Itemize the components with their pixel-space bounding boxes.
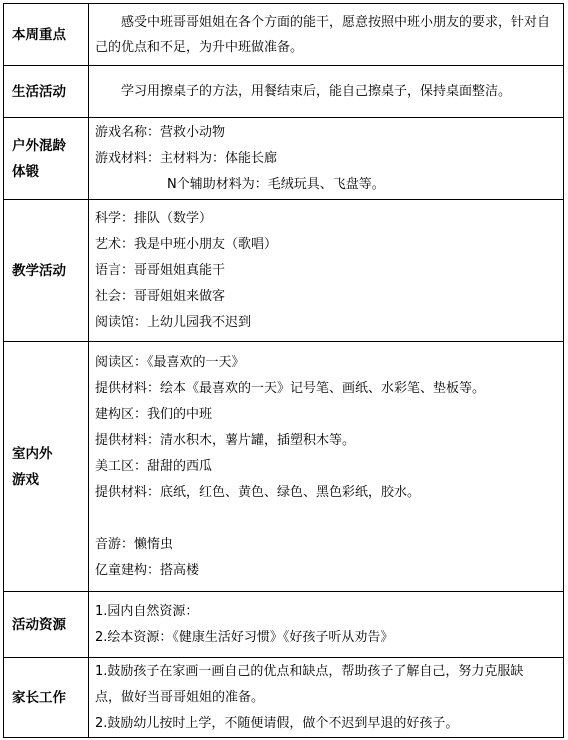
indoor-line: 提供材料：清水积木，薯片罐，插塑积木等。: [95, 432, 356, 448]
parents-line: 1.鼓励孩子在家画一画自己的优点和缺点，帮助孩子了解自己，努力克服缺: [95, 663, 524, 679]
resources-line: 2.绘本资源：《健康生活好习惯》《好孩子听从劝告》: [95, 629, 394, 645]
indoor-line: 美工区：甜甜的西瓜: [95, 458, 213, 474]
outdoor-label-line2: 体锻: [12, 163, 39, 180]
row-content-resources: [89, 592, 564, 658]
row-life: [4, 66, 564, 118]
teaching-line: 语言：哥哥姐姐真能干: [95, 262, 226, 278]
teaching-line: 社会：哥哥姐姐来做客: [95, 288, 226, 304]
life-text: 学习用擦桌子的方法，用餐结束后，能自己擦桌子，保持桌面整洁。: [121, 83, 512, 99]
row-label-resources: 活动资源: [4, 592, 89, 658]
teaching-line: 阅读馆：上幼儿园我不迟到: [95, 314, 252, 330]
row-indoor: [4, 342, 564, 592]
weekly-plan-table: [3, 3, 564, 738]
indoor-label-line1: 室内外: [12, 445, 53, 462]
outdoor-label-line1: 户外混龄: [12, 137, 66, 154]
row-label-outdoor: [4, 118, 89, 200]
outdoor-line: 游戏名称：营救小动物: [95, 124, 226, 140]
indoor-line: 提供材料：底纸，红色、黄色、绿色、黑色彩纸，胶水。: [95, 484, 421, 500]
row-label-parents: 家长工作: [4, 658, 89, 738]
resources-line: 1.园内自然资源：: [95, 603, 199, 619]
indoor-line: 亿童建构：搭高楼: [95, 562, 200, 578]
indoor-line: 阅读区：《最喜欢的一天》: [95, 354, 245, 370]
teaching-line: 艺术：我是中班小朋友（歌唱）: [95, 236, 278, 252]
row-resources: [4, 592, 564, 658]
indoor-line: 音游：懒惰虫: [95, 536, 174, 552]
outdoor-line: 游戏材料：主材料为：体能长廊: [95, 150, 278, 166]
row-teaching: [4, 200, 564, 342]
focus-text: 感受中班哥哥姐姐在各个方面的能干，愿意按照中班小朋友的要求，针对自己的优点和不足，为升中班做准备。: [95, 14, 551, 55]
outdoor-line: N个辅助材料为：毛绒玩具、飞盘等。: [167, 176, 385, 192]
parents-line: 2.鼓励幼儿按时上学，不随便请假，做个不迟到早退的好孩子。: [95, 715, 459, 731]
row-label-indoor: [4, 342, 89, 592]
indoor-line: 提供材料：绘本《最喜欢的一天》记号笔、画纸、水彩笔、垫板等。: [95, 380, 486, 396]
blank-line: [95, 506, 557, 532]
row-parents: [4, 658, 564, 738]
parents-line: 点，做好当哥哥姐姐的准备。: [95, 689, 265, 705]
row-content-teaching: [89, 200, 564, 342]
row-content-parents: [89, 658, 564, 738]
row-focus: [4, 4, 564, 66]
row-content-indoor: [89, 342, 564, 592]
row-label-life: 生活活动: [4, 66, 89, 118]
row-content-outdoor: [89, 118, 564, 200]
row-content-focus: [89, 4, 564, 66]
row-outdoor: [4, 118, 564, 200]
row-label-teaching: 教学活动: [4, 200, 89, 342]
indoor-label-line2: 游戏: [12, 471, 39, 488]
indoor-line: 建构区：我们的中班: [95, 406, 213, 422]
teaching-line: 科学：排队（数学）: [95, 210, 213, 226]
row-label-focus: 本周重点: [4, 4, 89, 66]
row-content-life: [89, 66, 564, 118]
